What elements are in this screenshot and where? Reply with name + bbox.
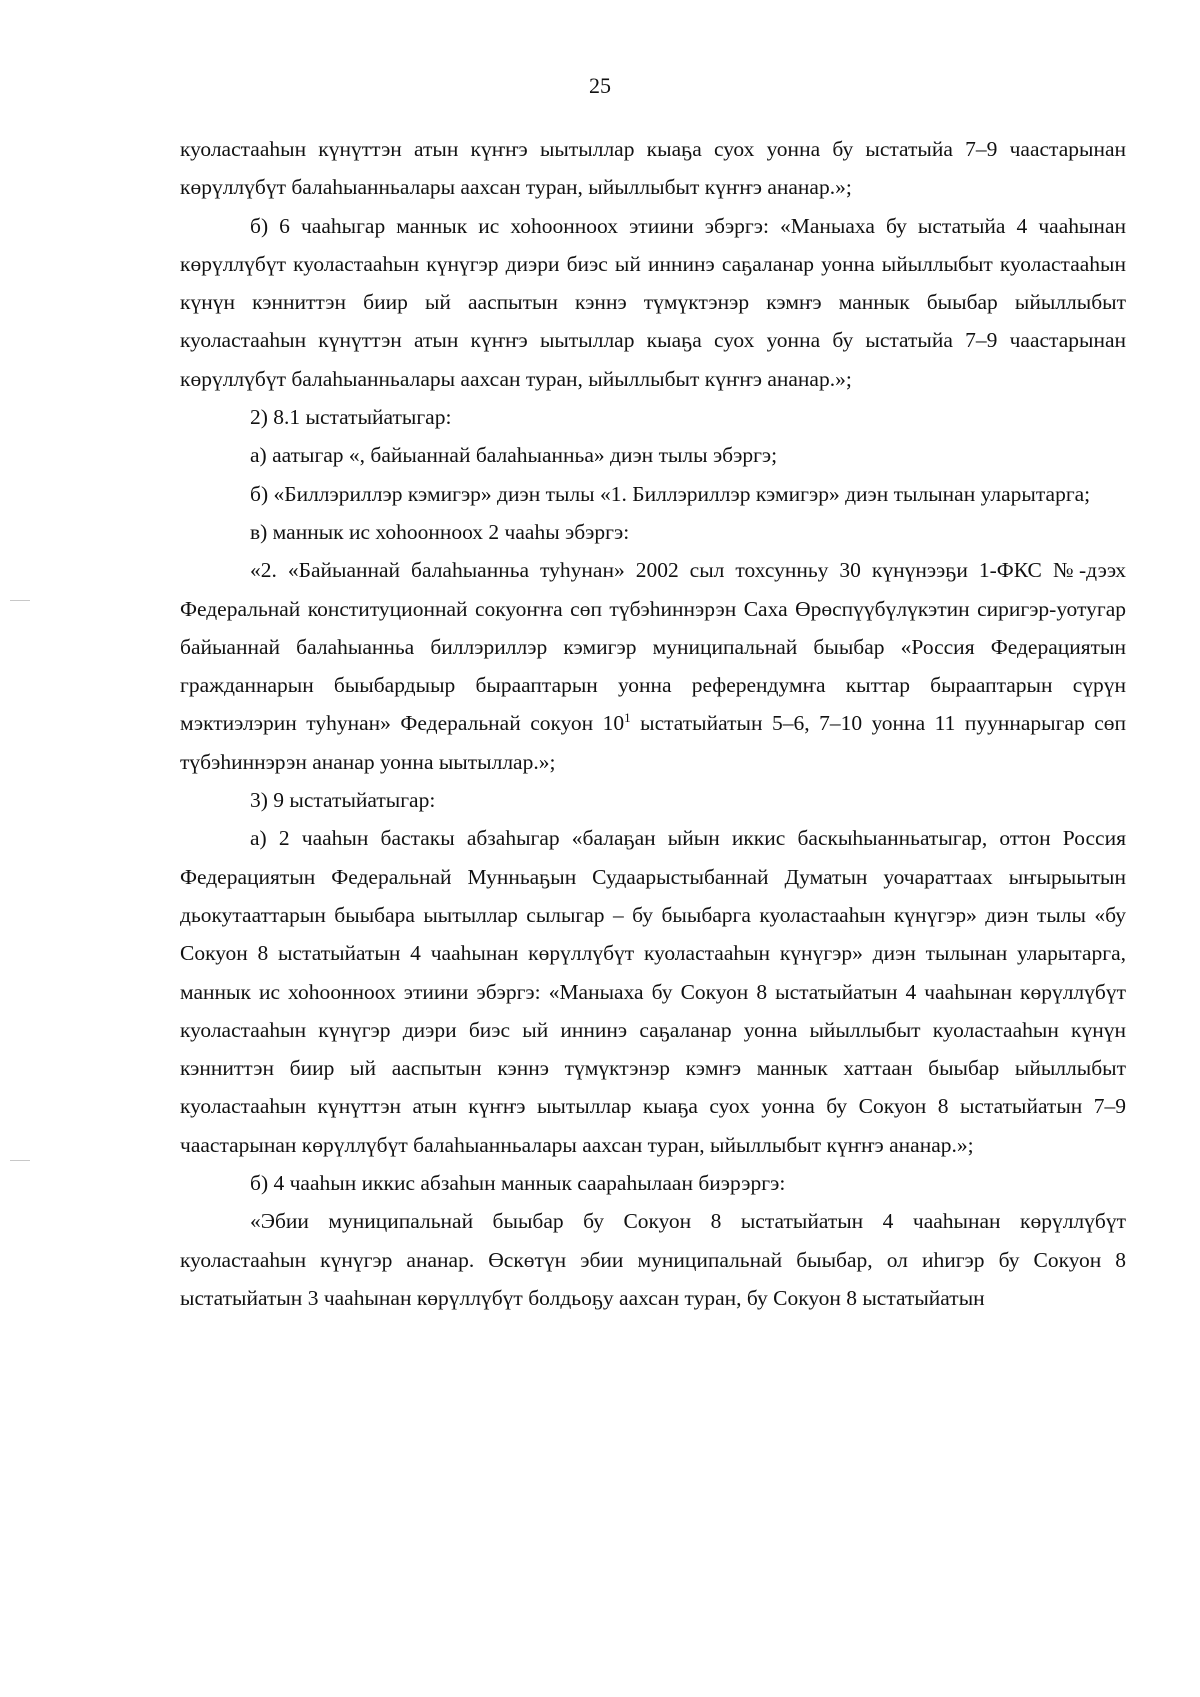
paragraph-quote <box>180 551 1126 781</box>
paragraph: в) маннык ис хоhоонноох 2 чааhы эбэргэ: <box>250 519 630 544</box>
superscript: 1 <box>624 710 631 726</box>
paragraph: 3) 9 ыстатыйатыгар: <box>250 788 436 813</box>
page-number: 25 <box>589 73 611 98</box>
margin-mark <box>10 600 30 601</box>
paragraph: б) 6 чааhыгар маннык ис хоhоонноох этиини эбэргэ: «Маныаха бу ыстатыйа 4 чааhынан көрүллүбүт куоластааhын күнүгэр диэри биэс ый иннинэ саҕаланар уонна ыйыллыбыт куоластааhын күнүн кэнниттэн биир ый ааспытын кэннэ түмүктэнэр кэмҥэ маннык быыбар ыйыллыбыт куоластааhын күнүттэн атын күҥҥэ ыытыллар кыаҕа суох уонна бу ыстатыйа 7–9 чаастарынан көрүллүбүт балаhыанньалары аахсан туран, ыйыллыбыт күҥҥэ ананар.»; <box>180 213 1126 391</box>
quote-text: «2. «Байыаннай балаhыанньа туhунан» 2002 сыл тохсунньу 30 күнүнээҕи 1-ФКС №-дээх Федеральнай конституционнай сокуоҥҥа сөп түбэhиннэрэн Саха Өрөспүүбүлүкэтин сиригэр-уотугар байыаннай балаhыанньа биллэриллэр кэмигэр муниципальнай быыбар «Россия Федерациятын гражданнарын быыбардыыр бырааптарын уонна референдумҥа кыттар бырааптарын сүрүн мэктиэлэрин туhунан» Федеральнай сокуон 10 <box>180 558 1126 736</box>
paragraph: б) 4 чааhын иккис абзаhын маннык саараhылаан биэрэргэ: <box>250 1171 786 1196</box>
paragraph: 2) 8.1 ыстатыйатыгар: <box>250 405 452 430</box>
margin-mark <box>10 1160 30 1161</box>
quote-text-end: ыстатыйатын 5–6, 7–10 уонна 11 пууннарыгар сөп түбэhиннэрэн ананар уонна ыытыллар.»; <box>180 711 1126 774</box>
document-body <box>180 130 1126 1317</box>
paragraph: а) аатыгар «, байыаннай балаhыанньа» диэн тылы эбэргэ; <box>250 443 778 468</box>
paragraph: а) 2 чааhын бастакы абзаhыгар «балаҕан ыйын иккис баскыhыанньатыгар, оттон Россия Федерациятын Федеральнай Мунньаҕын Судаарыстыбаннай Думатын уочараттаах ыҥырыытын дьокутааттарын быыбара ыытыллар сылыгар – бу быыбарга куоластааhын күнүгэр» диэн тылы «бу Сокуон 8 ыстатыйатын 4 чааhынан көрүллүбүт куоластааhын күнүгэр» диэн тылынан уларытарга, маннык ис хоhоонноох этиини эбэргэ: «Маныаха бу Сокуон 8 ыстатыйатын 4 чааhынан көрүллүбүт куоластааhын күнүгэр диэри биэс ый иннинэ саҕаланар уонна ыйыллыбыт куоластааhын күнүн кэнниттэн биир ый ааспытын кэннэ түмүктэнэр кэмҥэ маннык хаттаан быыбар ыйыллыбыт куоластааhын күнүттэн атын күҥҥэ ыытыллар кыаҕа суох уонна бу Сокуон 8 ыстатыйатын 7–9 чаастарынан көрүллүбүт балаhыанньалары аахсан туран, ыйыллыбыт күҥҥэ ананар.»; <box>180 826 1126 1157</box>
paragraph-continuation: куоластааhын күнүттэн атын күҥҥэ ыытыллар кыаҕа суох уонна бу ыстатыйа 7–9 чаастарынан көрүллүбүт балаhыанньалары аахсан туран, ыйыллыбыт күҥҥэ ананар.»; <box>180 137 1126 200</box>
paragraph: б) «Биллэриллэр кэмигэр» диэн тылы «1. Биллэриллэр кэмигэр» диэн тылынан уларытарга; <box>250 481 1091 506</box>
paragraph: «Эбии муниципальнай быыбар бу Сокуон 8 ыстатыйатын 4 чааhынан көрүллүбүт куоластааhын күнүгэр ананар. Өскөтүн эбии муниципальнай быыбар, ол иhигэр бу Сокуон 8 ыстатыйатын 3 чааhынан көрүллүбүт болдьоҕу аахсан туран, бу Сокуон 8 ыстатыйатын <box>180 1209 1126 1310</box>
